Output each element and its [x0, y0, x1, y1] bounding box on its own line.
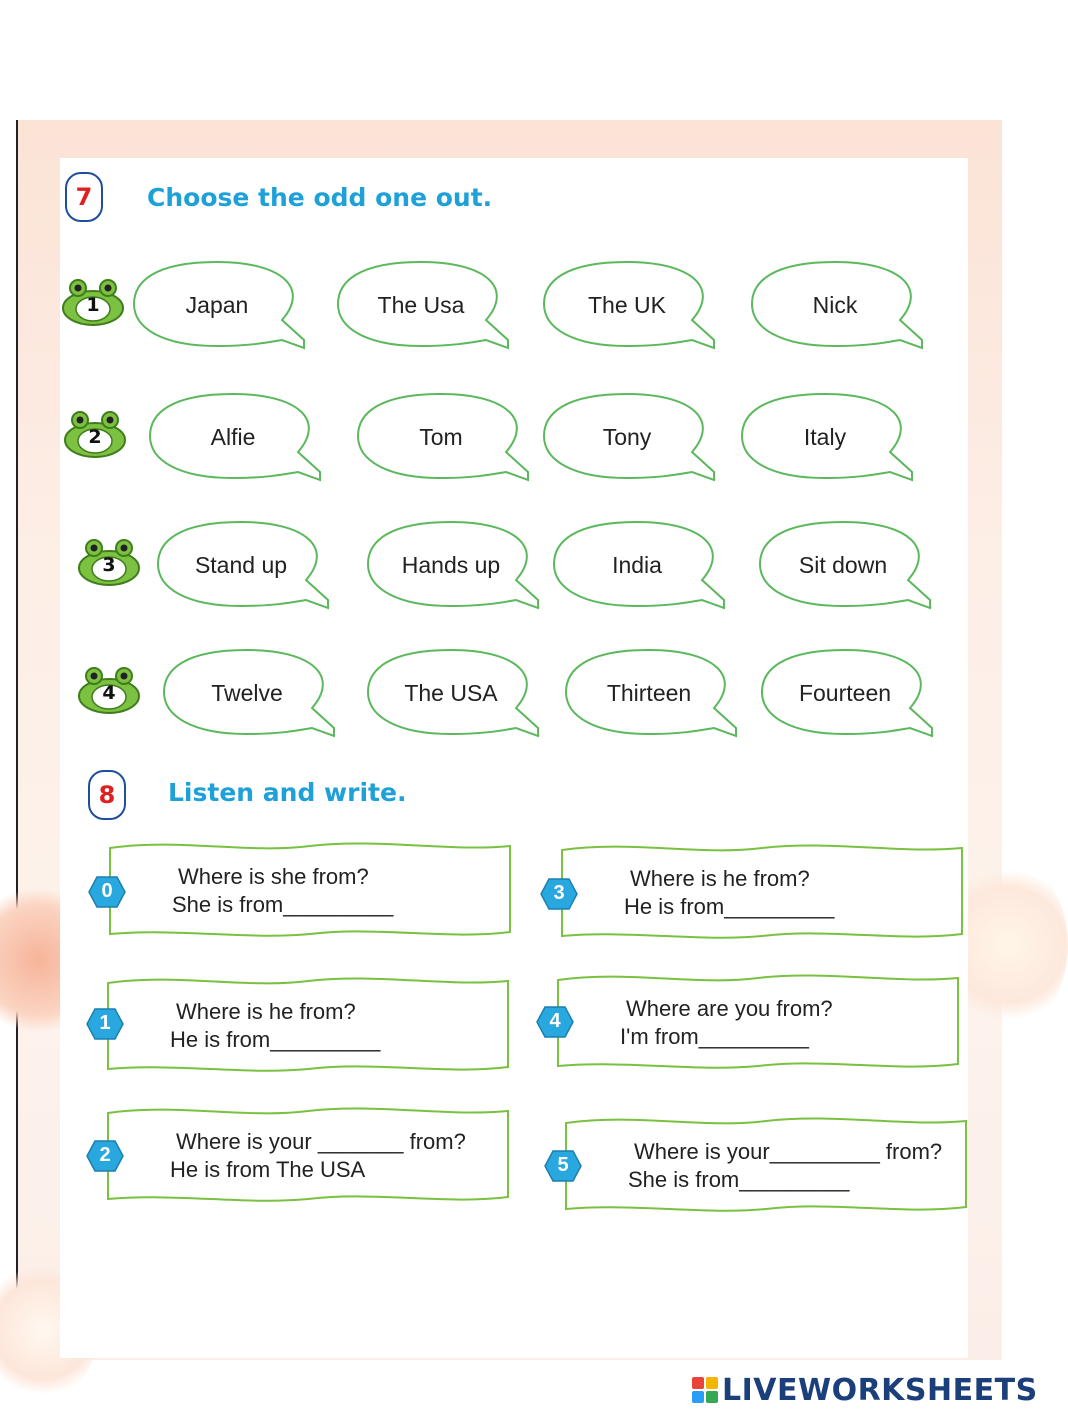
word-bubble-option[interactable]	[162, 646, 332, 736]
frog-number-icon	[74, 664, 144, 716]
word-bubble-text: Italy	[803, 424, 847, 450]
hexagon-number-badge	[86, 1140, 124, 1172]
word-bubble-option[interactable]	[760, 646, 930, 736]
frog-number-label: 3	[102, 554, 116, 576]
question-text: Where is your _______ from?	[176, 1129, 466, 1154]
word-bubble-text: The UK	[588, 292, 666, 318]
exercise-8-number: 8	[88, 770, 126, 820]
hexagon-number-label: 2	[99, 1144, 111, 1166]
word-bubble-option[interactable]	[564, 646, 734, 736]
logo-icon	[692, 1377, 718, 1403]
word-bubble-text: Twelve	[211, 680, 283, 706]
exercise-7-title: Choose the odd one out.	[147, 183, 493, 212]
word-bubble-option[interactable]	[758, 518, 928, 608]
listen-write-card	[564, 1115, 968, 1215]
word-bubble-text: Tom	[419, 424, 463, 450]
question-text: Where is your_________ from?	[634, 1139, 943, 1164]
word-bubble-text: Thirteen	[606, 680, 692, 706]
question-text: Where is he from?	[176, 999, 356, 1024]
word-bubble-text: Tony	[602, 424, 652, 450]
frog-number-label: 4	[102, 682, 116, 704]
word-bubble-text: Sit down	[798, 552, 888, 578]
hexagon-number-label: 3	[553, 882, 565, 904]
question-text: Where are you from?	[626, 996, 833, 1021]
exercise-7-number: 7	[65, 172, 103, 222]
word-bubble-option[interactable]	[148, 390, 318, 480]
listen-write-card	[560, 842, 964, 942]
liveworksheets-logo[interactable]	[692, 1372, 1038, 1408]
hexagon-number-label: 0	[101, 880, 113, 902]
word-bubble-option[interactable]	[132, 258, 302, 348]
word-bubble-text: The USA	[404, 680, 498, 706]
hexagon-number-label: 4	[549, 1010, 561, 1032]
answer-blank-text[interactable]: He is from_________	[624, 894, 835, 919]
word-bubble-text: India	[612, 552, 662, 578]
word-bubble-text: Hands up	[401, 552, 501, 578]
listen-write-card	[106, 975, 510, 1075]
hexagon-number-badge	[88, 876, 126, 908]
word-bubble-option[interactable]	[336, 258, 506, 348]
frog-number-label: 2	[88, 426, 102, 448]
word-bubble-option[interactable]	[356, 390, 526, 480]
word-bubble-text: Stand up	[194, 552, 288, 578]
word-bubble-option[interactable]	[542, 390, 712, 480]
word-bubble-text: Japan	[185, 292, 249, 318]
word-bubble-option[interactable]	[750, 258, 920, 348]
listen-write-card	[106, 1105, 510, 1205]
word-bubble-text: Alfie	[210, 424, 256, 450]
question-text: Where is she from?	[178, 864, 369, 889]
word-bubble-option[interactable]	[542, 258, 712, 348]
answer-blank-text[interactable]: I'm from_________	[620, 1024, 809, 1049]
word-bubble-option[interactable]	[156, 518, 326, 608]
word-bubble-option[interactable]	[366, 518, 536, 608]
listen-write-card	[556, 972, 960, 1072]
answer-blank-text[interactable]: He is from The USA	[170, 1157, 366, 1182]
logo-text: LIVEWORKSHEETS	[722, 1372, 1038, 1408]
frog-number-icon	[74, 536, 144, 588]
answer-blank-text[interactable]: She is from_________	[628, 1167, 850, 1192]
listen-write-card	[108, 840, 512, 940]
word-bubble-option[interactable]	[366, 646, 536, 736]
word-bubble-text: The Usa	[377, 292, 465, 318]
hexagon-number-badge	[540, 878, 578, 910]
hexagon-number-label: 1	[99, 1012, 111, 1034]
word-bubble-option[interactable]	[740, 390, 910, 480]
hexagon-number-label: 5	[557, 1154, 569, 1176]
answer-blank-text[interactable]: She is from_________	[172, 892, 394, 917]
hexagon-number-badge	[86, 1008, 124, 1040]
hexagon-number-badge	[544, 1150, 582, 1182]
exercise-8-title: Listen and write.	[168, 778, 407, 807]
word-bubble-option[interactable]	[552, 518, 722, 608]
frog-number-icon	[60, 408, 130, 460]
hexagon-number-badge	[536, 1006, 574, 1038]
frog-number-icon	[58, 276, 128, 328]
answer-blank-text[interactable]: He is from_________	[170, 1027, 381, 1052]
frog-number-label: 1	[86, 294, 100, 316]
question-text: Where is he from?	[630, 866, 810, 891]
word-bubble-text: Nick	[812, 292, 858, 318]
word-bubble-text: Fourteen	[798, 680, 892, 706]
